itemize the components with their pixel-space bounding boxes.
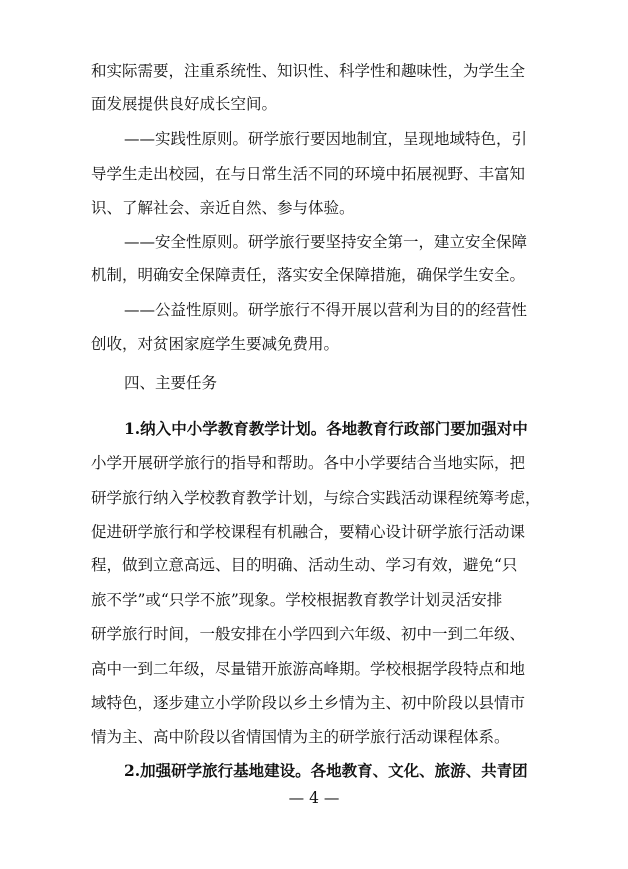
section-heading: 四、主要任务 [124, 374, 218, 392]
text-line: ——安全性原则。研学旅行要坚持安全第一，建立安全保障 [124, 233, 528, 251]
text-line: 和实际需要，注重系统性、知识性、科学性和趣味性，为学生全 [91, 62, 526, 80]
text-line: 创收，对贫困家庭学生要减免费用。 [91, 335, 340, 353]
text-line: 促进研学旅行和学校课程有机融合，要精心设计研学旅行活动课 [91, 523, 526, 541]
page-number: — 4 — [288, 789, 340, 807]
task-heading-prefix: 1.纳入 [124, 419, 172, 438]
text-line: 域特色，逐步建立小学阶段以乡土乡情为主、初中阶段以县情市 [91, 694, 526, 712]
task-heading-rest: 中小学教育教学计划。各地教育行政部门要加强对中 [171, 419, 528, 438]
text-line [124, 418, 542, 440]
text-line: 高中一到二年级，尽量错开旅游高峰期。学校根据学段特点和地 [91, 660, 526, 678]
text-line: 旅不学”或“只学不旅”现象。学校根据教育教学计划灵活安排 [91, 591, 503, 609]
text-line: 程，做到立意高远、目的明确、活动生动、学习有效，避免“只 [91, 556, 518, 574]
text-line: 研学旅行时间，一般安排在小学四到六年级、初中一到二年级、 [91, 625, 526, 643]
text-line: 小学开展研学旅行的指导和帮助。各中小学要结合当地实际，把 [91, 454, 526, 472]
text-line: 面发展提供良好成长空间。 [91, 95, 278, 113]
text-line: ——公益性原则。研学旅行不得开展以营利为目的的经营性 [124, 301, 528, 319]
text-line: 研学旅行纳入学校教育教学计划，与综合实践活动课程统筹考虑， [91, 489, 541, 507]
text-line: 情为主、高中阶段以省情国情为主的研学旅行活动课程体系。 [91, 728, 510, 746]
task-heading: 2.加强研学旅行基地建设。各地教育、文化、旅游、共青团 [124, 761, 528, 780]
text-line: 识、了解社会、亲近自然、参与体验。 [91, 199, 355, 217]
text-line: 机制，明确安全保障责任，落实安全保障措施，确保学生安全。 [91, 266, 526, 284]
text-line: 导学生走出校园，在与日常生活不同的环境中拓展视野、丰富知 [91, 165, 526, 183]
text-line: ——实践性原则。研学旅行要因地制宜，呈现地域特色，引 [124, 130, 528, 148]
